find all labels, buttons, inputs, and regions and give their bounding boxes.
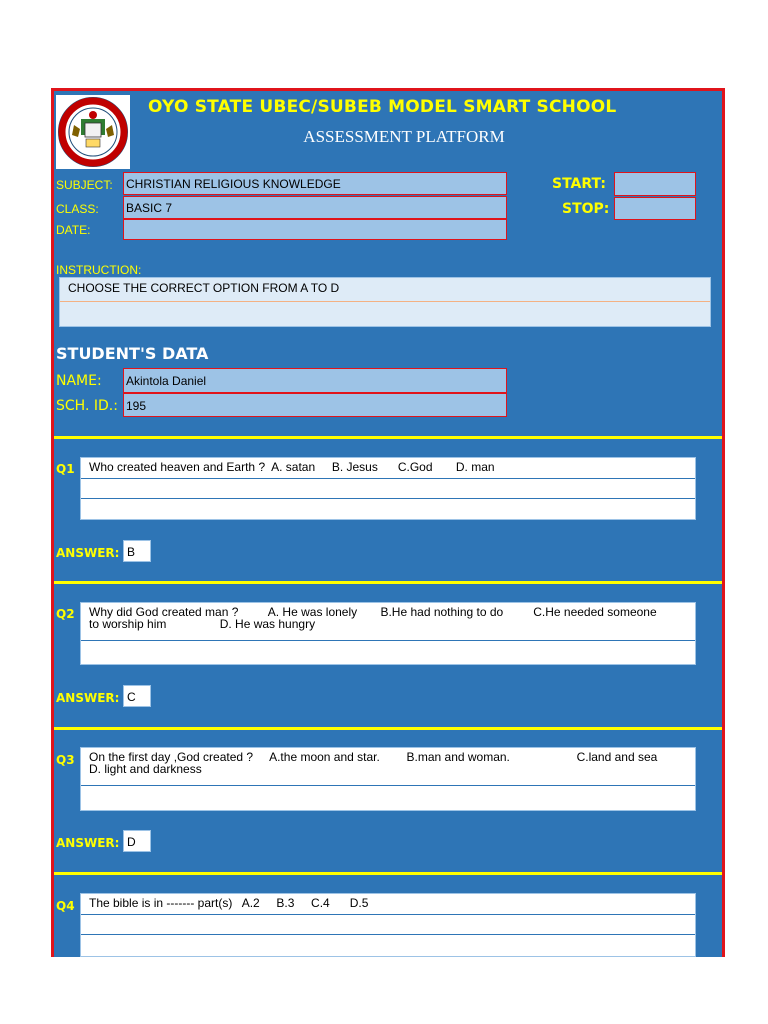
- question-box: [80, 457, 696, 520]
- stop-label: STOP:: [562, 201, 610, 217]
- subject-field[interactable]: CHRISTIAN RELIGIOUS KNOWLEDGE: [123, 172, 507, 195]
- question-text: The bible is in ------- part(s) A.2 B.3 C.4 D.5: [81, 894, 695, 915]
- subject-label: SUBJECT:: [56, 178, 113, 192]
- answer-field[interactable]: C: [123, 685, 151, 707]
- name-label: NAME:: [56, 373, 102, 389]
- section-divider: [54, 727, 722, 730]
- section-divider: [54, 872, 722, 875]
- section-divider: [54, 436, 722, 439]
- question-blank-row: [81, 935, 695, 956]
- question-text: Why did God created man ? A. He was lonely B.He had nothing to do C.He needed someone: [89, 605, 657, 619]
- question-text: On the first day ,God created ? A.the moon and star. B.man and woman. C.land and sea: [89, 750, 658, 764]
- assessment-sheet: [51, 88, 725, 957]
- question-box: [80, 893, 696, 957]
- question-text-line2: [81, 915, 695, 935]
- answer-field[interactable]: D: [123, 830, 151, 852]
- question-number: Q1: [56, 462, 75, 476]
- instruction-label: INSTRUCTION:: [56, 263, 142, 277]
- class-label: CLASS:: [56, 202, 99, 216]
- school-id-field[interactable]: 195: [123, 393, 507, 417]
- stop-field[interactable]: [614, 197, 696, 220]
- answer-label: ANSWER:: [56, 546, 120, 560]
- date-label: DATE:: [56, 223, 91, 237]
- start-field[interactable]: [614, 172, 696, 196]
- name-field[interactable]: Akintola Daniel: [123, 368, 507, 393]
- page-title: OYO STATE UBEC/SUBEB MODEL SMART SCHOOL: [148, 97, 617, 117]
- answer-label: ANSWER:: [56, 836, 120, 850]
- question-blank-row: [81, 786, 695, 810]
- answer-label: ANSWER:: [56, 691, 120, 705]
- question-blank-row: [81, 641, 695, 664]
- class-field[interactable]: BASIC 7: [123, 196, 507, 219]
- section-divider: [54, 581, 722, 584]
- question-box: [80, 747, 696, 811]
- student-data-heading: STUDENT'S DATA: [56, 344, 209, 363]
- question-text-line2: to worship him D. He was hungry: [81, 617, 695, 641]
- instruction-text: CHOOSE THE CORRECT OPTION FROM A TO D: [60, 278, 710, 302]
- question-text-line2: D. light and darkness: [81, 762, 695, 786]
- answer-field[interactable]: B: [123, 540, 151, 562]
- question-number: Q2: [56, 607, 75, 621]
- question-text: Who created heaven and Earth ? A. satan B. Jesus C.God D. man: [81, 458, 695, 479]
- question-blank-row: [81, 499, 695, 519]
- page-subtitle: ASSESSMENT PLATFORM: [303, 127, 505, 146]
- question-number: Q4: [56, 899, 75, 913]
- school-seal-icon: [56, 95, 130, 169]
- date-field[interactable]: [123, 219, 507, 240]
- question-box: [80, 602, 696, 665]
- instruction-box: [59, 277, 711, 327]
- school-id-label: SCH. ID.:: [56, 398, 118, 414]
- question-text-line2: [81, 479, 695, 499]
- start-label: START:: [552, 176, 606, 192]
- question-number: Q3: [56, 753, 75, 767]
